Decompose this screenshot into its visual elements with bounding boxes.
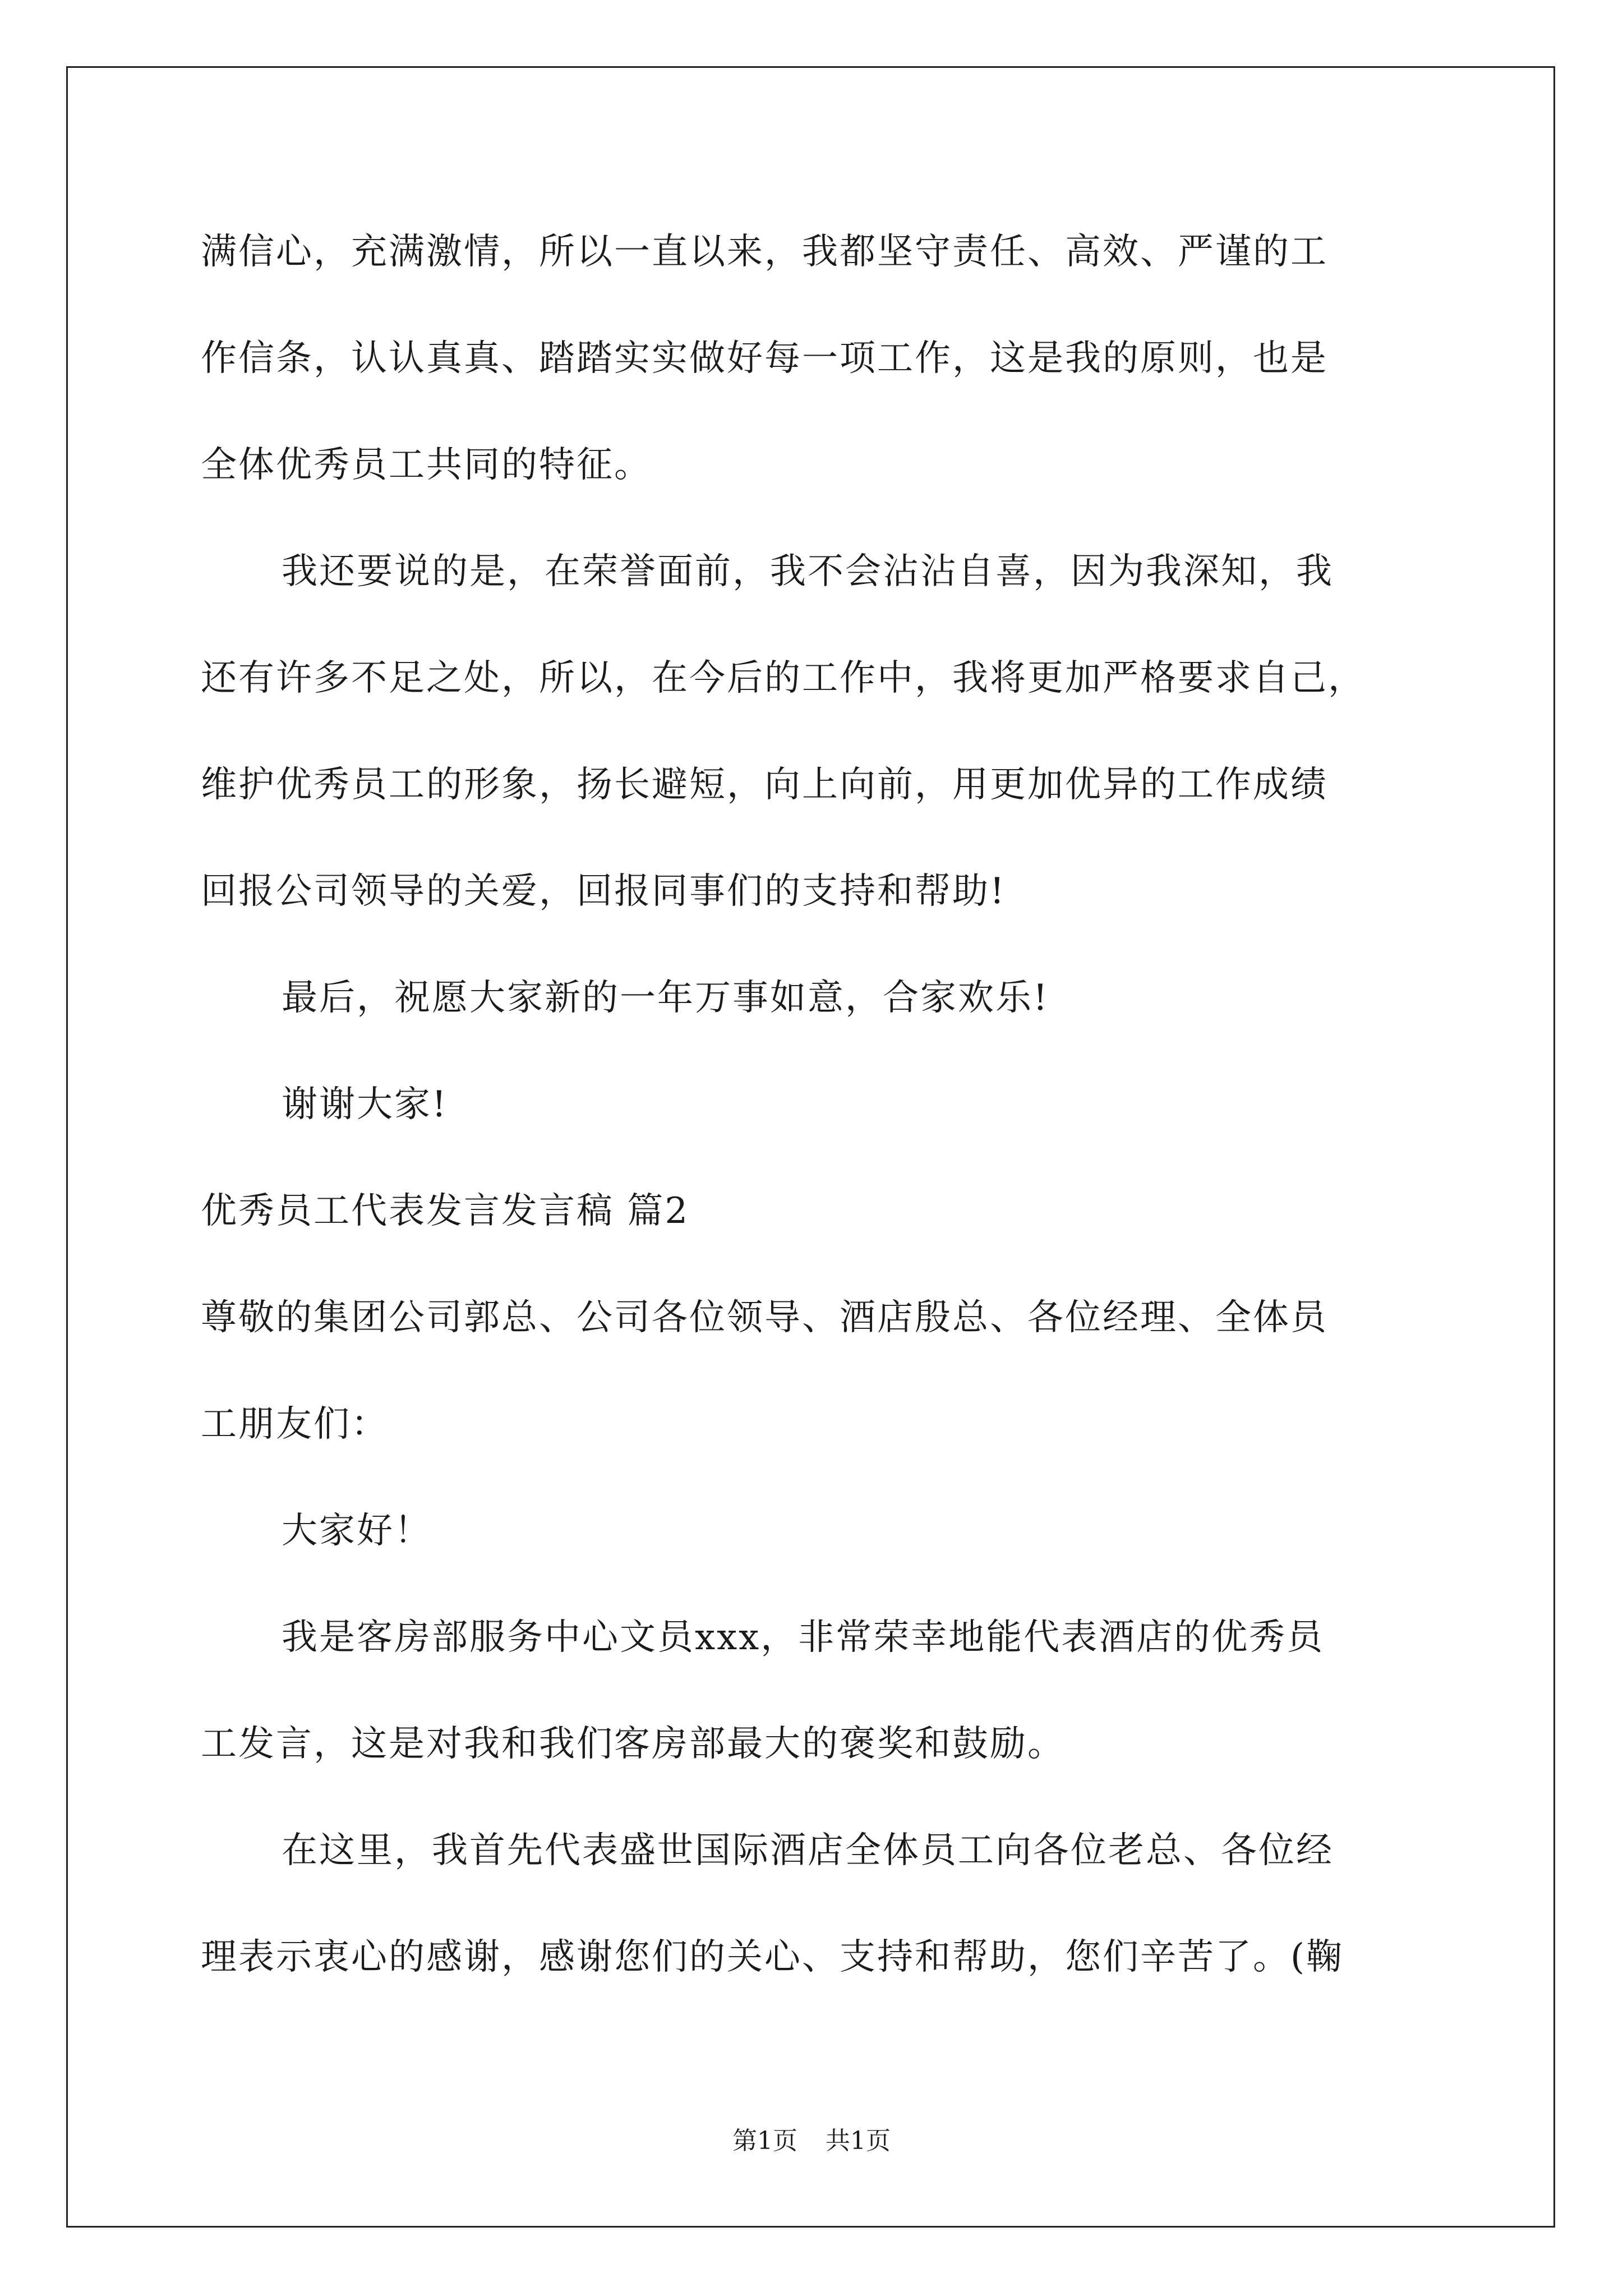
paragraph-line: 还有许多不足之处，所以，在今后的工作中，我将更加严格要求自己， — [201, 657, 1366, 699]
paragraph-line: 工发言，这是对我和我们客房部最大的褒奖和鼓励。 — [201, 1723, 1065, 1765]
page-footer — [0, 2129, 1623, 2154]
paragraph-line: 我还要说的是，在荣誉面前，我不会沾沾自喜，因为我深知，我 — [282, 551, 1334, 592]
paragraph-line: 在这里，我首先代表盛世国际酒店全体员工向各位老总、各位经 — [282, 1830, 1334, 1871]
page-number: 第1页 — [732, 2127, 797, 2155]
paragraph-line: 满信心，充满激情，所以一直以来，我都坚守责任、高效、严谨的工 — [201, 231, 1328, 273]
paragraph-line: 尊敬的集团公司郭总、公司各位领导、酒店殷总、各位经理、全体员 — [201, 1297, 1328, 1338]
paragraph-line: 作信条，认认真真、踏踏实实做好每一项工作，这是我的原则，也是 — [201, 338, 1328, 379]
paragraph-line: 大家好！ — [282, 1510, 432, 1552]
paragraph-line: 最后，祝愿大家新的一年万事如意，合家欢乐! — [282, 977, 1049, 1019]
paragraph-line: 回报公司领导的关爱，回报同事们的支持和帮助! — [201, 871, 1006, 912]
section-heading: 优秀员工代表发言发言稿 篇2 — [201, 1190, 690, 1232]
paragraph-line: 谢谢大家! — [282, 1084, 448, 1125]
paragraph-line: 理表示衷心的感谢，感谢您们的关心、支持和帮助，您们辛苦了。(鞠 — [201, 1936, 1344, 1978]
paragraph-line: 维护优秀员工的形象，扬长避短，向上向前，用更加优异的工作成绩 — [201, 764, 1328, 806]
page-border — [66, 66, 1555, 2228]
paragraph-line: 全体优秀员工共同的特征。 — [201, 444, 652, 486]
paragraph-line: 我是客房部服务中心文员xxx，非常荣幸地能代表酒店的优秀员 — [282, 1617, 1325, 1658]
page-total: 共1页 — [826, 2127, 891, 2155]
paragraph-line: 工朋友们： — [201, 1404, 389, 1445]
